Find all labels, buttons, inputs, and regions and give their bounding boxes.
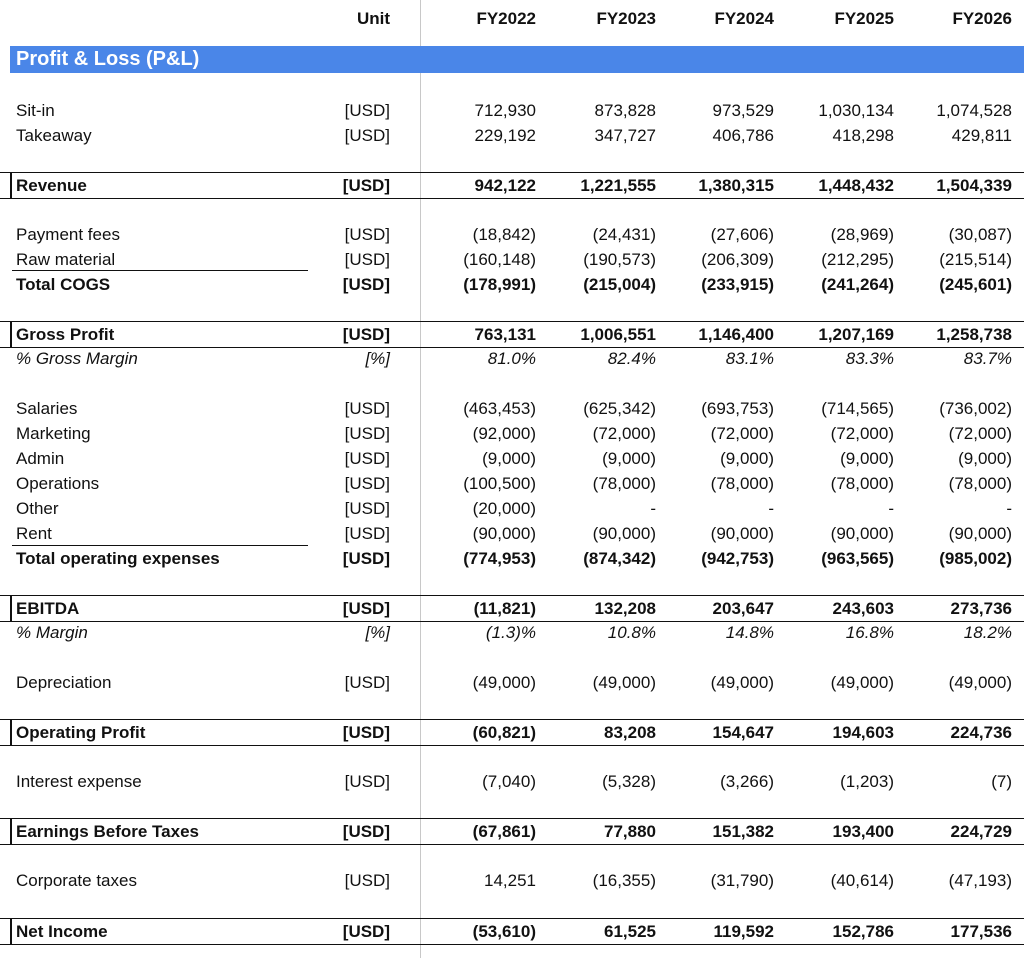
row-label: Operations (16, 474, 100, 493)
row-value: 1,006,551 (580, 325, 656, 344)
table-row-ebitda (0, 595, 1024, 622)
row-value: 1,207,169 (818, 325, 894, 344)
row-label: Admin (16, 449, 65, 468)
row-value: 83.7% (963, 349, 1012, 368)
row-value: 224,736 (950, 723, 1012, 742)
row-value: 243,603 (832, 599, 894, 618)
row-unit: [USD] (344, 772, 390, 791)
row-value: 347,727 (594, 126, 656, 145)
row-value: (18,842) (472, 225, 536, 244)
row-value: 152,786 (832, 922, 894, 941)
row-value: 224,729 (950, 822, 1012, 841)
row-value: 203,647 (712, 599, 774, 618)
row-label: Takeaway (16, 126, 92, 145)
row-value: (3,266) (720, 772, 774, 791)
row-value: (215,004) (583, 275, 656, 294)
row-value: (49,000) (710, 673, 774, 692)
row-label: Rent (16, 524, 52, 543)
row-value: 1,380,315 (698, 176, 774, 195)
row-value: (49,000) (948, 673, 1012, 692)
row-value: (178,991) (463, 275, 536, 294)
row-value: 119,592 (713, 922, 774, 941)
row-value: (30,087) (948, 225, 1012, 244)
row-value: (206,309) (701, 250, 774, 269)
row-value: (49,000) (472, 673, 536, 692)
table-row-takeaway (0, 123, 1024, 148)
row-value: 154,647 (712, 723, 774, 742)
header-year: FY2022 (476, 9, 536, 28)
row-unit: [USD] (344, 673, 390, 692)
row-value: (942,753) (701, 549, 774, 568)
table-row-net-income (0, 918, 1024, 945)
table-row-admin (0, 446, 1024, 471)
row-value: 61,525 (604, 922, 656, 941)
row-value: (90,000) (830, 524, 894, 543)
row-value: (7) (991, 772, 1012, 791)
header-year: FY2025 (834, 9, 894, 28)
row-value: (90,000) (472, 524, 536, 543)
row-value: 1,258,738 (936, 325, 1012, 344)
table-row-taxes (0, 868, 1024, 893)
table-row-rent (0, 521, 1024, 546)
row-value: (7,040) (482, 772, 536, 791)
row-value: 194,603 (832, 723, 894, 742)
row-label: Gross Profit (16, 325, 115, 344)
row-box-edge (10, 719, 12, 745)
table-row-raw-material (0, 247, 1024, 272)
row-value: 10.8% (607, 623, 656, 642)
row-value: - (1006, 499, 1012, 518)
table-row-ebitda-margin (0, 620, 1024, 645)
table-row-payment-fees (0, 222, 1024, 247)
row-value: 83,208 (604, 723, 656, 742)
row-value: (92,000) (472, 424, 536, 443)
row-value: (1.3)% (485, 623, 536, 642)
row-unit: [USD] (344, 449, 390, 468)
row-label: Earnings Before Taxes (16, 822, 199, 841)
table-row-depreciation (0, 670, 1024, 695)
row-value: (212,295) (821, 250, 894, 269)
row-value: (11,821) (473, 599, 536, 618)
row-value: 1,504,339 (936, 176, 1012, 195)
row-unit: [USD] (344, 225, 390, 244)
row-label: Total COGS (16, 275, 111, 294)
row-value: (72,000) (592, 424, 656, 443)
row-value: 83.3% (845, 349, 894, 368)
row-box-edge (10, 321, 12, 347)
row-value: (53,610) (472, 922, 536, 941)
row-box-edge (10, 818, 12, 844)
header-unit: Unit (356, 9, 390, 28)
row-value: 1,074,528 (936, 101, 1012, 120)
row-unit: [USD] (344, 250, 390, 269)
row-label: Revenue (16, 176, 87, 195)
row-value: (40,614) (830, 871, 894, 890)
table-row-salaries (0, 396, 1024, 421)
row-value: (90,000) (710, 524, 774, 543)
table-row-ebt (0, 818, 1024, 845)
row-value: (67,861) (472, 822, 536, 841)
row-value: (49,000) (592, 673, 656, 692)
row-value: (72,000) (830, 424, 894, 443)
row-value: (463,453) (463, 399, 536, 418)
row-value: 193,400 (832, 822, 894, 841)
row-value: 418,298 (832, 126, 894, 145)
row-value: - (650, 499, 656, 518)
row-value: (714,565) (821, 399, 894, 418)
row-label: Corporate taxes (16, 871, 137, 890)
row-value: (693,753) (701, 399, 774, 418)
row-value: 406,786 (712, 126, 774, 145)
row-value: (245,601) (939, 275, 1012, 294)
row-unit: [USD] (344, 871, 390, 890)
row-value: (78,000) (592, 474, 656, 493)
row-value: (5,328) (602, 772, 656, 791)
table-row-operating-profit (0, 719, 1024, 746)
row-value: 82.4% (607, 349, 656, 368)
header-year: FY2024 (714, 9, 774, 28)
row-value: (20,000) (472, 499, 536, 518)
section-title-band (10, 46, 1024, 73)
row-label: Salaries (16, 399, 78, 418)
row-value: (215,514) (939, 250, 1012, 269)
row-value: (90,000) (948, 524, 1012, 543)
row-value: (90,000) (592, 524, 656, 543)
row-value: (985,002) (939, 549, 1012, 568)
row-unit: [USD] (342, 275, 390, 294)
row-label: Total operating expenses (16, 549, 220, 568)
row-value: 1,030,134 (818, 101, 894, 120)
row-value: 18.2% (963, 623, 1012, 642)
row-unit: [USD] (342, 599, 390, 618)
row-value: (49,000) (830, 673, 894, 692)
table-row-marketing (0, 421, 1024, 446)
header-row (0, 6, 1024, 31)
label-underline (12, 270, 308, 271)
row-value: (736,002) (939, 399, 1012, 418)
row-value: (1,203) (840, 772, 894, 791)
row-label: Interest expense (16, 772, 142, 791)
row-value: (78,000) (948, 474, 1012, 493)
row-value: (60,821) (472, 723, 536, 742)
row-value: 712,930 (474, 101, 536, 120)
row-unit: [USD] (342, 922, 390, 941)
row-label: Operating Profit (16, 723, 146, 742)
row-value: (9,000) (720, 449, 774, 468)
row-value: 1,448,432 (818, 176, 894, 195)
label-underline (12, 545, 308, 546)
row-label: Other (16, 499, 59, 518)
row-value: (72,000) (710, 424, 774, 443)
row-value: (874,342) (583, 549, 656, 568)
row-unit: [USD] (342, 325, 390, 344)
row-value: (47,193) (948, 871, 1012, 890)
table-row-revenue (0, 172, 1024, 199)
row-value: (28,969) (830, 225, 894, 244)
row-value: (72,000) (948, 424, 1012, 443)
row-unit: [USD] (344, 101, 390, 120)
row-value: 16.8% (845, 623, 894, 642)
row-value: (9,000) (958, 449, 1012, 468)
row-value: 83.1% (725, 349, 774, 368)
row-unit: [USD] (342, 822, 390, 841)
row-value: (160,148) (463, 250, 536, 269)
table-row-sitin (0, 98, 1024, 123)
row-value: 14,251 (484, 871, 536, 890)
row-value: (9,000) (602, 449, 656, 468)
row-value: (233,915) (701, 275, 774, 294)
row-value: (16,355) (592, 871, 656, 890)
row-unit: [USD] (344, 424, 390, 443)
row-value: (241,264) (821, 275, 894, 294)
row-value: 132,208 (594, 599, 656, 618)
row-unit: [USD] (344, 399, 390, 418)
row-label: % Margin (16, 623, 88, 642)
row-value: 177,536 (950, 922, 1012, 941)
row-value: 973,529 (712, 101, 774, 120)
row-unit: [USD] (344, 126, 390, 145)
row-value: 873,828 (594, 101, 656, 120)
row-value: 429,811 (951, 126, 1012, 145)
table-row-other (0, 496, 1024, 521)
row-unit: [%] (365, 349, 390, 368)
row-label: Sit-in (16, 101, 55, 120)
table-row-total-cogs (0, 272, 1024, 297)
table-row-gross-profit (0, 321, 1024, 348)
header-year: FY2026 (952, 9, 1012, 28)
row-value: (78,000) (830, 474, 894, 493)
row-value: - (768, 499, 774, 518)
row-value: (78,000) (710, 474, 774, 493)
table-row-operations (0, 471, 1024, 496)
table-row-gross-margin (0, 346, 1024, 371)
row-value: (625,342) (583, 399, 656, 418)
row-value: - (888, 499, 894, 518)
row-value: 942,122 (474, 176, 536, 195)
row-unit: [USD] (342, 723, 390, 742)
row-value: (9,000) (840, 449, 894, 468)
row-value: 1,146,400 (698, 325, 774, 344)
row-label: % Gross Margin (16, 349, 138, 368)
row-box-edge (10, 918, 12, 944)
table-row-total-opex (0, 546, 1024, 571)
table-row-interest (0, 769, 1024, 794)
row-value: (27,606) (710, 225, 774, 244)
row-value: 1,221,555 (580, 176, 656, 195)
row-unit: [USD] (342, 549, 390, 568)
row-label: Raw material (16, 250, 116, 269)
row-value: 77,880 (604, 822, 656, 841)
row-value: 81.0% (487, 349, 536, 368)
row-label: EBITDA (16, 599, 80, 618)
row-value: 763,131 (474, 325, 536, 344)
row-value: 229,192 (474, 126, 536, 145)
row-unit: [%] (365, 623, 390, 642)
row-value: (9,000) (482, 449, 536, 468)
row-value: (24,431) (592, 225, 656, 244)
row-label: Net Income (16, 922, 108, 941)
row-unit: [USD] (344, 474, 390, 493)
section-title: Profit & Loss (P&L) (16, 48, 200, 70)
row-label: Payment fees (16, 225, 120, 244)
row-value: (100,500) (463, 474, 536, 493)
row-unit: [USD] (344, 499, 390, 518)
row-box-edge (10, 172, 12, 198)
row-value: (190,573) (583, 250, 656, 269)
row-box-edge (10, 595, 12, 621)
row-value: 151,382 (712, 822, 774, 841)
row-label: Marketing (16, 424, 91, 443)
row-label: Depreciation (16, 673, 112, 692)
header-year: FY2023 (596, 9, 656, 28)
row-unit: [USD] (344, 524, 390, 543)
row-value: (31,790) (710, 871, 774, 890)
row-value: 273,736 (950, 599, 1012, 618)
row-value: (963,565) (821, 549, 894, 568)
row-unit: [USD] (342, 176, 390, 195)
row-value: (774,953) (463, 549, 536, 568)
row-value: 14.8% (725, 623, 774, 642)
